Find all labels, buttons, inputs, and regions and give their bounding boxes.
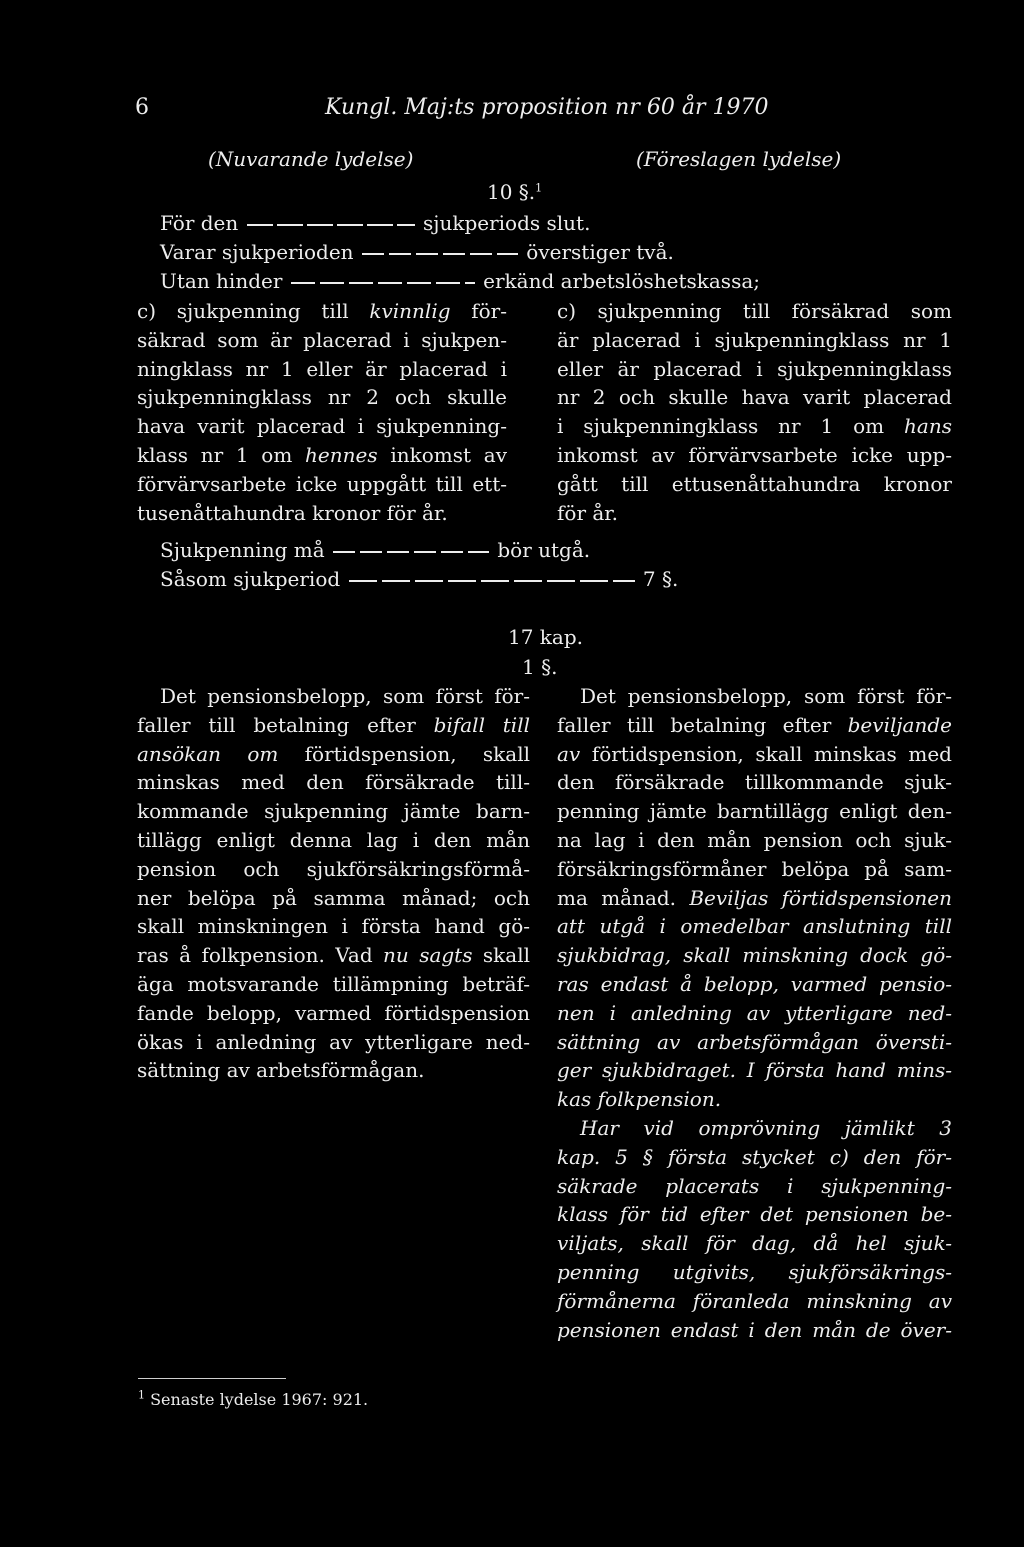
italic-text: sjukbidrag, skall minskning dock gö- [557, 943, 952, 968]
text-segment: sättning av arbetsförmågan. [137, 1058, 425, 1083]
text-line [557, 383, 952, 412]
text-line [557, 912, 952, 941]
text-segment: är placerad i sjukpenningklass nr 1 [557, 327, 952, 352]
left-column-label: (Nuvarande lydelse) [208, 147, 414, 171]
row-start-text: För den [160, 211, 239, 235]
text-line [557, 999, 952, 1028]
text-segment: försäkringsförmåner belöpa på sam- [557, 856, 952, 881]
text-segment: förvärvsarbete icke uppgått till ett- [137, 471, 507, 496]
row-start-text: Såsom sjukperiod [160, 567, 341, 591]
text-line [137, 912, 530, 941]
text-segment: eller är placerad i sjukpenningklass [557, 356, 952, 381]
text-segment: gått till ettusenåttahundra kronor [557, 471, 952, 496]
text-line [557, 884, 952, 913]
text-line [137, 768, 530, 797]
chapter-17-heading: 17 kap. [508, 625, 584, 649]
text-line [557, 1114, 952, 1143]
row-start-text: Utan hinder [160, 269, 283, 293]
chapter-17-left-paragraph [137, 682, 530, 1085]
text-line [137, 383, 507, 412]
text-segment: ma månad. [557, 885, 690, 910]
text-segment: den försäkrade tillkommande sjuk- [557, 770, 952, 795]
italic-text: pensionen endast i den mån de över- [557, 1317, 952, 1342]
italic-text: nu sagts [383, 943, 473, 968]
text-line [557, 826, 952, 855]
text-line [137, 970, 530, 999]
text-segment: pension och sjukförsäkringsförmå- [137, 856, 530, 881]
italic-text: viljats, skall för dag, då hel sjuk- [557, 1231, 952, 1256]
footnote-reference: 1 [535, 181, 543, 195]
text-segment: säkrad som är placerad i sjukpen- [137, 327, 507, 352]
text-segment: inkomst av [377, 442, 507, 467]
text-line [137, 355, 507, 384]
text-line [137, 412, 507, 441]
text-line [137, 499, 507, 528]
row-end-text: erkänd arbetslöshetskassa; [483, 269, 760, 293]
omission-dashes [289, 280, 477, 286]
text-segment: penning jämte barntillägg enligt den- [557, 799, 952, 824]
italic-text: hans [904, 414, 952, 439]
text-line [137, 941, 530, 970]
section-10-left-paragraph [137, 297, 507, 527]
row-end-text: bör utgå. [497, 538, 591, 562]
text-line [557, 1229, 952, 1258]
text-segment: förtidspension, skall minskas med [580, 741, 952, 766]
text-line [557, 470, 952, 499]
section-1-heading: 1 §. [522, 655, 558, 679]
text-segment: minskas med den försäkrade till- [137, 770, 530, 795]
text-line [557, 1143, 952, 1172]
unchanged-row-1 [160, 211, 590, 235]
text-segment: skall [472, 943, 530, 968]
section-10-heading-text: 10 §. [487, 180, 536, 204]
text-line [137, 884, 530, 913]
page-number: 6 [135, 95, 149, 120]
text-segment: tillägg enligt denna lag i den mån [137, 827, 530, 852]
text-line [557, 682, 952, 711]
italic-text: Har vid omprövning jämlikt 3 [580, 1115, 952, 1140]
row-end-text: sjukperiods slut. [422, 211, 591, 235]
text-segment: kommande sjukpenning jämte barn- [137, 799, 530, 824]
text-segment: sjukpenningklass nr 2 och skulle [137, 385, 507, 410]
text-segment: c) sjukpenning till [137, 299, 370, 323]
text-line [557, 797, 952, 826]
text-segment: äga motsvarande tillämpning beträf- [137, 971, 530, 996]
section-10-heading [487, 180, 542, 204]
text-line [557, 941, 952, 970]
omission-dashes [331, 549, 491, 555]
text-segment: förtidspension, skall [278, 741, 530, 766]
text-line [557, 1085, 952, 1114]
italic-text: klass för tid efter det pensionen be- [557, 1202, 952, 1227]
row-end-text: 7 §. [642, 567, 679, 591]
unchanged-row-5 [160, 567, 678, 591]
text-segment: ner belöpa på samma månad; och [137, 885, 530, 910]
italic-text: kap. 5 § första stycket c) den för- [557, 1144, 952, 1169]
text-line [557, 326, 952, 355]
text-line [557, 1258, 952, 1287]
text-line [557, 1172, 952, 1201]
text-line [557, 355, 952, 384]
text-segment: Det pensionsbelopp, som först för- [580, 684, 952, 708]
row-start-text: Sjukpenning må [160, 538, 325, 562]
text-segment: ningklass nr 1 eller är placerad i [137, 356, 507, 381]
omission-dashes [360, 251, 520, 257]
page-header-title: Kungl. Maj:ts proposition nr 60 år 1970 [325, 95, 769, 120]
italic-text: att utgå i omedelbar anslutning till [557, 914, 952, 939]
text-line [557, 441, 952, 470]
italic-text: kas folkpension. [557, 1087, 722, 1112]
text-line [137, 297, 507, 326]
row-end-text: överstiger två. [526, 240, 674, 264]
text-segment: i sjukpenningklass nr 1 om [557, 414, 905, 439]
text-line [557, 297, 952, 326]
chapter-17-right-paragraph [557, 682, 952, 1344]
text-line [137, 797, 530, 826]
text-line [557, 499, 952, 528]
italic-text: kvinnlig [369, 299, 451, 323]
italic-text: beviljande [847, 712, 952, 737]
omission-dashes [245, 222, 417, 228]
text-line [557, 1200, 952, 1229]
text-segment: hava varit placerad i sjukpenning- [137, 414, 507, 439]
italic-text: Beviljas förtidspensionen [689, 885, 952, 910]
text-segment: faller till betalning efter [137, 712, 434, 737]
text-segment: för år. [557, 500, 619, 525]
italic-text: nen i anledning av ytterligare ned- [557, 1000, 952, 1025]
text-line [557, 1056, 952, 1085]
text-line [557, 768, 952, 797]
text-line [557, 855, 952, 884]
section-10-right-paragraph [557, 297, 952, 527]
text-segment: c) sjukpenning till försäkrad som [557, 299, 952, 323]
text-line [137, 1056, 530, 1085]
italic-text: hennes [305, 442, 378, 467]
footnote-rule [138, 1378, 286, 1379]
text-segment: för- [450, 299, 507, 323]
right-column-label: (Föreslagen lydelse) [636, 147, 842, 171]
text-segment: fande belopp, varmed förtidspension [137, 1000, 530, 1025]
text-line [137, 740, 530, 769]
text-line [137, 711, 530, 740]
italic-text: ger sjukbidraget. I första hand mins- [557, 1058, 952, 1083]
text-line [557, 1316, 952, 1345]
unchanged-row-4 [160, 538, 590, 562]
text-segment: tusenåttahundra kronor för år. [137, 500, 448, 525]
italic-text: sättning av arbetsförmågan översti- [557, 1029, 952, 1054]
text-line [137, 326, 507, 355]
italic-text: bifall till [433, 712, 530, 737]
text-line [557, 970, 952, 999]
text-line [137, 441, 507, 470]
text-line [137, 826, 530, 855]
text-segment: Det pensionsbelopp, som först för- [160, 684, 530, 708]
text-line [137, 470, 507, 499]
text-segment: inkomst av förvärvsarbete icke upp- [557, 442, 952, 467]
text-line [557, 1028, 952, 1057]
omission-dashes [347, 578, 637, 584]
footnote [138, 1390, 368, 1409]
text-line [557, 412, 952, 441]
text-segment: faller till betalning efter [557, 712, 848, 737]
italic-text: av [557, 741, 581, 766]
text-line [137, 855, 530, 884]
text-line [557, 711, 952, 740]
text-segment: ras å folkpension. Vad [137, 943, 384, 968]
italic-text: säkrade placerats i sjukpenning- [557, 1173, 952, 1198]
text-segment: na lag i den mån pension och sjuk- [557, 827, 952, 852]
footnote-mark: 1 [138, 1388, 145, 1402]
text-segment: ökas i anledning av ytterligare ned- [137, 1029, 530, 1054]
text-line [557, 740, 952, 769]
italic-text: ras endast å belopp, varmed pensio- [557, 971, 952, 996]
footnote-text: Senaste lydelse 1967: 921. [150, 1390, 369, 1409]
text-line [137, 682, 530, 711]
text-line [557, 1287, 952, 1316]
text-segment: skall minskningen i första hand gö- [137, 914, 530, 939]
italic-text: förmånerna föranleda minskning av [557, 1288, 952, 1313]
row-start-text: Varar sjukperioden [160, 240, 354, 264]
text-segment: klass nr 1 om [137, 442, 306, 467]
unchanged-row-3 [160, 269, 760, 293]
text-segment: nr 2 och skulle hava varit placerad [557, 385, 952, 410]
italic-text: penning utgivits, sjukförsäkrings- [557, 1259, 952, 1284]
text-line [137, 999, 530, 1028]
unchanged-row-2 [160, 240, 674, 264]
italic-text: ansökan om [137, 741, 279, 766]
text-line [137, 1028, 530, 1057]
